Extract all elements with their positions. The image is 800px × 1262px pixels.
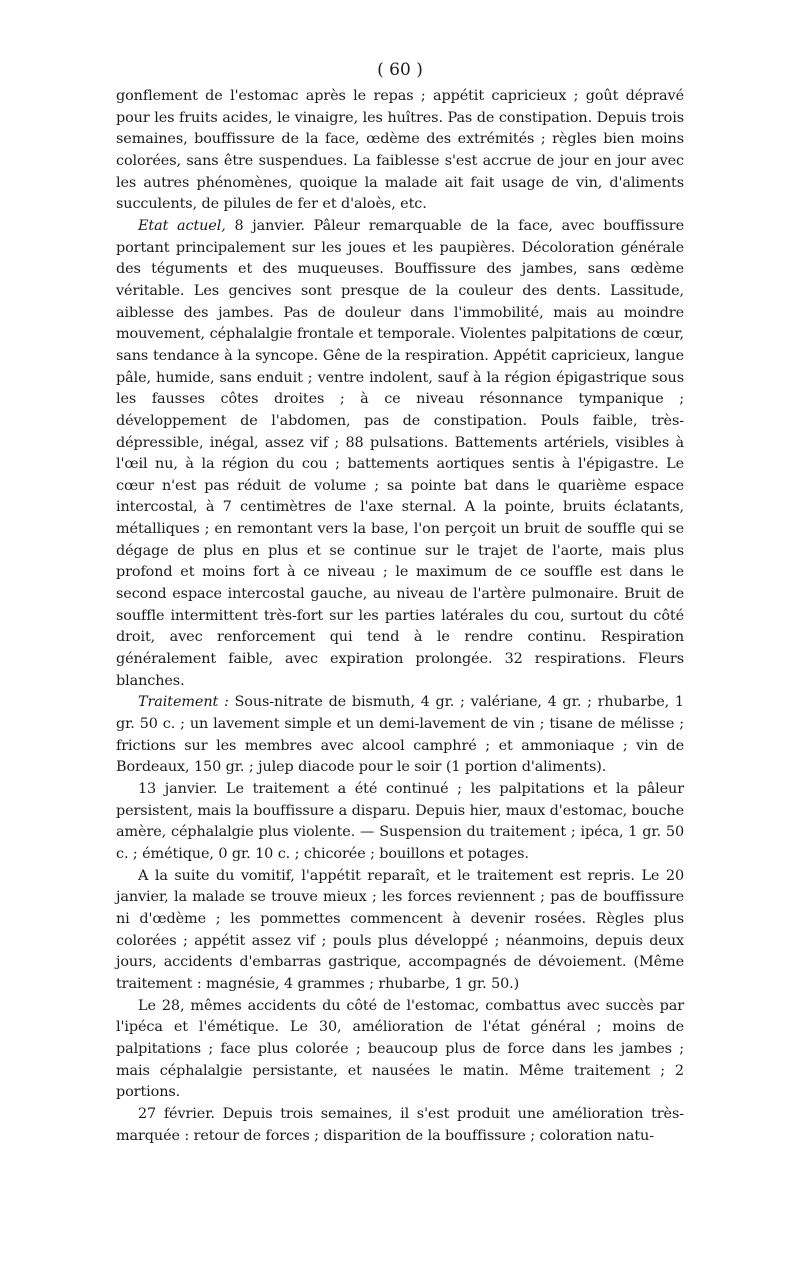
paragraph-current-state xyxy=(116,216,684,692)
paragraph-text: 8 janvier. Pâleur remarquable de la face, avec bouffissure portant principalement sur les joues et les paupières. Décoloration générale des téguments et des muqueuses. Bouffissure des jambes, sans œdème véritable. Les gencives sont presque de la couleur des dents. Lassitude, aiblesse des jambes. Pas de douleur dans l'immobilité, mais au moindre mouvement, céphalalgie frontale et temporale. Violentes palpitations de cœur, sans tendance à la syncope. Gêne de la respiration. Appétit capricieux, langue pâle, humide, sans enduit ; ventre indolent, sauf à la région épigastrique sous les fausses côtes droites ; à ce niveau résonnance tympanique ; développement de l'abdomen, pas de constipation. Pouls faible, très-dépressible, inégal, assez vif ; 88 pulsations. Battements artériels, visibles à l'œil nu, à la région du cou ; battements aortiques sentis à l'épigastre. Le cœur n'est pas réduit de volume ; sa pointe bat dans le quarième espace intercostal, à 7 centimètres de l'axe sternal. A la pointe, bruits éclatants, métalliques ; en remontant vers la base, l'on perçoit un bruit de souffle qui se dégage de plus en plus et se continue sur le trajet de l'aorte, mais plus profond et moins fort à ce niveau ; le maximum de ce souffle est dans le second espace intercostal gauche, au niveau de l'artère pulmonaire. Bruit de souffle intermittent très-fort sur les parties latérales du cou, surtout du côté droit, avec renforcement qui tend à le rendre continu. Respiration généralement faible, avec expiration prolongée. 32 respirations. Fleurs blanches. xyxy=(116,217,684,689)
book-page xyxy=(116,58,684,1147)
paragraph-after-emetic xyxy=(116,866,684,996)
body-text xyxy=(116,86,684,1147)
paragraph-lead: Etat actuel, xyxy=(138,217,226,234)
paragraph-january-28 xyxy=(116,996,684,1104)
paragraph-treatment xyxy=(116,692,684,779)
paragraph-text: Le 28, mêmes accidents du côté de l'estomac, combattus avec succès par l'ipéca et l'émétique. Le 30, amélioration de l'état général ; moins de palpitations ; face plus colorée ; beaucoup plus de force dans les jambes ; mais céphalalgie persistante, et nausées le matin. Même traitement ; 2 portions. xyxy=(116,997,684,1101)
paragraph-text: Sous-nitrate de bismuth, 4 gr. ; valériane, 4 gr. ; rhubarbe, 1 gr. 50 c. ; un lavement simple et un demi-lavement de vin ; tisane de mélisse ; frictions sur les membres avec alcool camphré ; et ammoniaque ; vin de Bordeaux, 150 gr. ; julep diacode pour le soir (1 portion d'aliments). xyxy=(116,694,684,776)
paragraph-text: 27 février. Depuis trois semaines, il s'est produit une amélioration très-marquée : retour de forces ; disparition de la bouffissure ; coloration natu- xyxy=(116,1105,684,1144)
paragraph-text: gonflement de l'estomac après le repas ; appétit capricieux ; goût dépravé pour les fruits acides, le vinaigre, les huîtres. Pas de constipation. Depuis trois semaines, bouffissure de la face, œdème des extrémités ; règles bien moins colorées, sans être suspendues. La faiblesse s'est accrue de jour en jour avec les autres phénomènes, quoique la malade ait fait usage de vin, d'aliments succulents, de pilules de fer et d'aloès, etc. xyxy=(116,88,684,213)
paragraph-text: 13 janvier. Le traitement a été continué ; les palpitations et la pâleur persistent, mais la bouffissure a disparu. Depuis hier, maux d'estomac, bouche amère, céphalalgie plus violente. — Suspension du traitement ; ipéca, 1 gr. 50 c. ; émétique, 0 gr. 10 c. ; chicorée ; bouillons et potages. xyxy=(116,781,684,862)
paragraph-lead: Traitement : xyxy=(138,694,229,711)
paragraph-history-continued xyxy=(116,86,684,216)
page-number: ( 60 ) xyxy=(377,60,423,80)
paragraph-january-13 xyxy=(116,779,684,866)
paragraph-february-27 xyxy=(116,1104,684,1147)
paragraph-text: A la suite du vomitif, l'appétit reparaît, et le traitement est repris. Le 20 janvier, la malade se trouve mieux ; les forces reviennent ; pas de bouffissure ni d'œdème ; les pommettes commencent à devenir rosées. Règles plus colorées ; appétit assez vif ; pouls plus développé ; néanmoins, depuis deux jours, accidents d'embarras gastrique, accompagnés de dévoiement. (Même traitement : magnésie, 4 grammes ; rhubarbe, 1 gr. 50.) xyxy=(116,867,684,992)
